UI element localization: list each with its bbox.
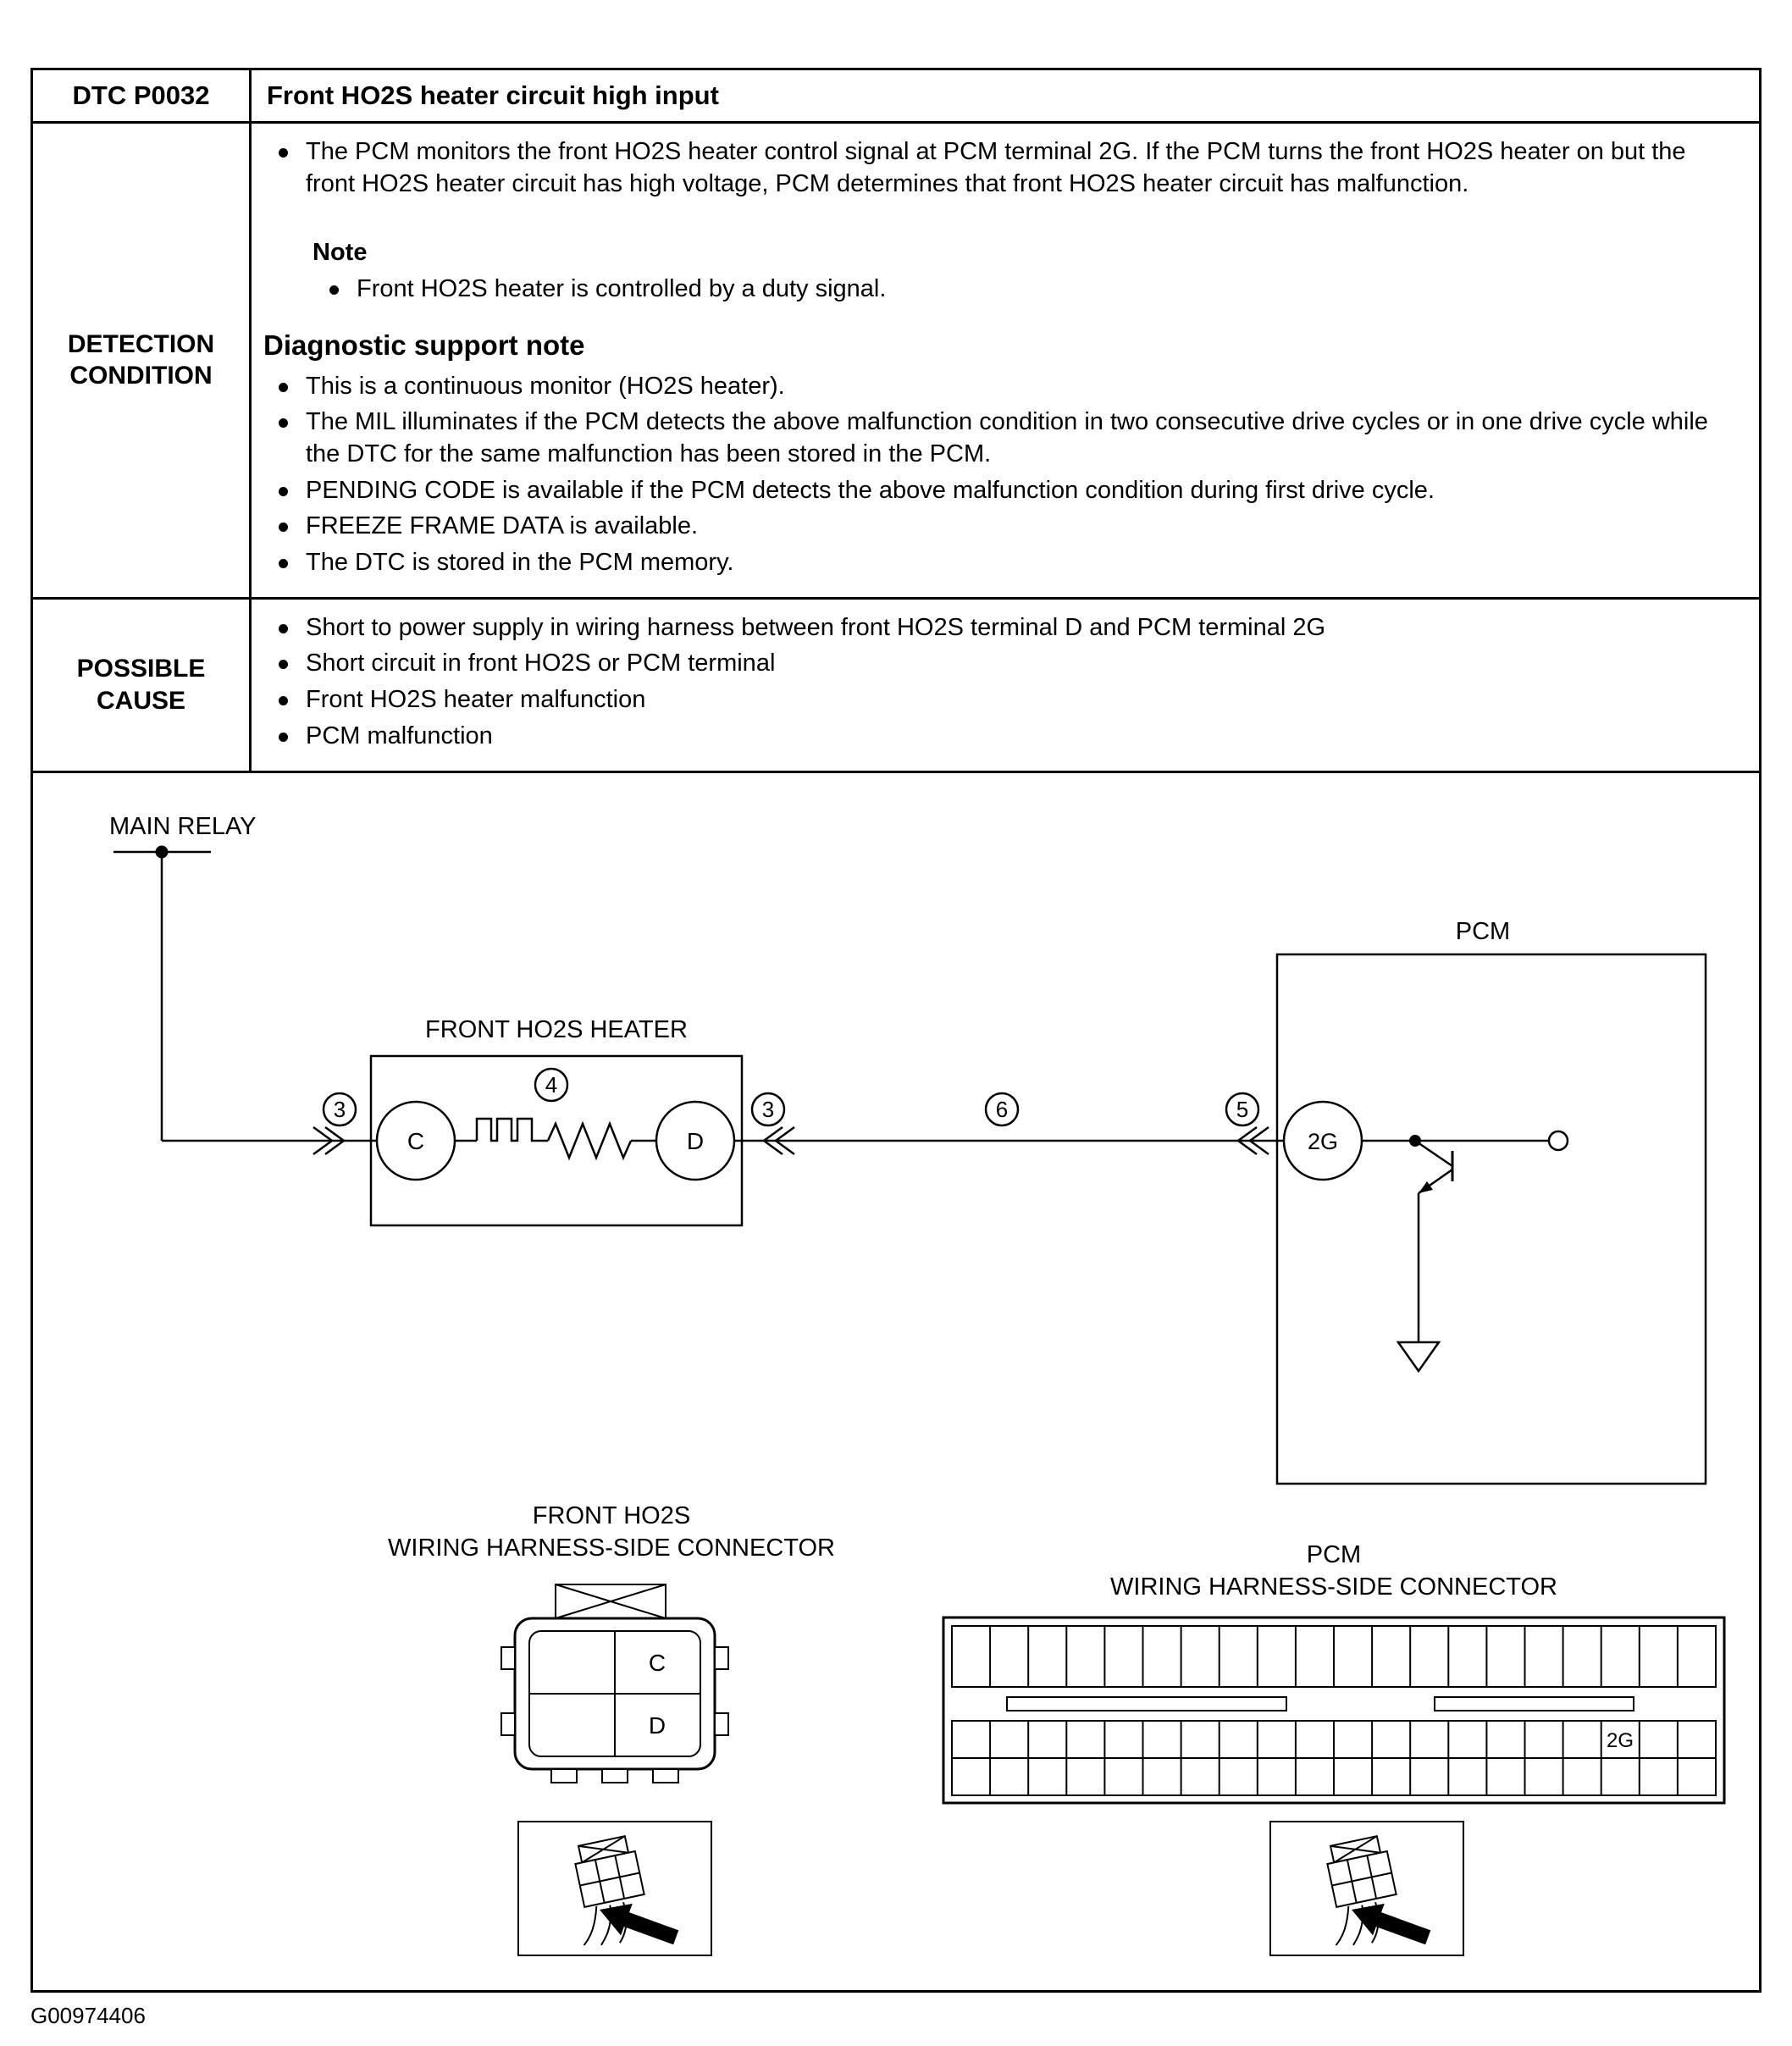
pcm-connector-title-line2: WIRING HARNESS-SIDE CONNECTOR: [1110, 1573, 1557, 1601]
bullet-item: The PCM monitors the front HO2S heater control signal at PCM terminal 2G. If the PCM turns the front HO2S heater on but the front HO2S heater circuit has high voltage, PCM determines that front HO2S heater circuit has malfunction.: [262, 136, 1740, 200]
ground-icon: [1398, 1342, 1439, 1371]
terminal-2g-label: 2G: [1307, 1128, 1339, 1154]
note-block: [312, 237, 1740, 305]
note-bullet-list: [312, 274, 1740, 306]
wiring-diagram-cell: [32, 771, 1761, 1991]
front-ho2s-heater-group: [371, 1016, 742, 1225]
callout-6-number: 6: [995, 1096, 1009, 1122]
possible-cause-row: [32, 598, 1761, 771]
bullet-item: The MIL illuminates if the PCM detects the above malfunction condition in two consecutive drive cycles or in one drive cycle while the DTC for the same malfunction has been stored in the PCM.: [262, 406, 1740, 470]
possible-cause-header: POSSIBLE CAUSE: [32, 598, 251, 771]
pcm-connector-group: [943, 1541, 1724, 1955]
terminal-c-label: C: [407, 1127, 425, 1154]
front-connector-title-line2: WIRING HARNESS-SIDE CONNECTOR: [388, 1534, 835, 1562]
bullet-item: PCM malfunction: [262, 721, 1740, 753]
support-bullet-list: [262, 371, 1740, 579]
bullet-item: PENDING CODE is available if the PCM detects the above malfunction condition during first drive cycle.: [262, 475, 1740, 507]
pcm-label: PCM: [1455, 917, 1511, 945]
dtc-code-cell: DTC P0032: [32, 69, 251, 123]
figure-id: G00974406: [30, 2002, 146, 2028]
main-relay-group: [109, 813, 257, 1141]
note-title: Note: [312, 239, 368, 267]
detection-bullet-list: [262, 136, 1740, 200]
wiring-diagram-row: [32, 771, 1761, 1991]
callout-5: [1226, 1093, 1269, 1154]
pcm-connector-cell-2g: 2G: [1606, 1728, 1634, 1752]
bullet-item: FREEZE FRAME DATA is available.: [262, 511, 1740, 543]
heater-coil-icon: [477, 1119, 538, 1141]
main-relay-label: MAIN RELAY: [109, 812, 257, 840]
callout-3-left-number: 3: [333, 1096, 346, 1122]
possible-cause-bullet-list: [262, 612, 1740, 753]
possible-cause-content: [251, 598, 1761, 771]
callout-3-left: [313, 1093, 356, 1154]
wiring-diagram: [33, 773, 1759, 1990]
dtc-header-row: [32, 69, 1761, 123]
bullet-item: Short to power supply in wiring harness between front HO2S terminal D and PCM terminal 2G: [262, 612, 1740, 644]
detection-condition-row: [32, 123, 1761, 599]
front-connector-title-line1: FRONT HO2S: [532, 1501, 691, 1529]
front-ho2s-heater-label: FRONT HO2S HEATER: [425, 1015, 688, 1043]
bullet-item: The DTC is stored in the PCM memory.: [262, 547, 1740, 579]
resistor-zigzag-icon: [548, 1124, 631, 1158]
pcm-connector-bottom-grid: [952, 1721, 1716, 1795]
front-connector-group: [388, 1502, 835, 1955]
bullet-item: Front HO2S heater malfunction: [262, 684, 1740, 716]
callout-6: [986, 1093, 1018, 1125]
diagnostic-support-note-title: Diagnostic support note: [263, 329, 585, 361]
transistor-icon: [1415, 1141, 1452, 1193]
open-terminal-circle: [1549, 1131, 1568, 1150]
detection-condition-header: DETECTION CONDITION: [32, 123, 251, 599]
bullet-item: Short circuit in front HO2S or PCM terminal: [262, 648, 1740, 680]
callout-5-number: 5: [1236, 1096, 1249, 1122]
dtc-title-cell: Front HO2S heater circuit high input: [251, 69, 1761, 123]
terminal-d-label: D: [686, 1127, 705, 1154]
front-connector-pin-c: C: [648, 1649, 666, 1676]
callout-3-right: [752, 1093, 794, 1154]
callout-3-right-number: 3: [761, 1096, 775, 1122]
pcm-connector-title-line1: PCM: [1306, 1540, 1362, 1568]
dtc-table: [30, 68, 1762, 1993]
front-connector-pin-d: D: [648, 1711, 666, 1739]
bullet-item: This is a continuous monitor (HO2S heater).: [262, 371, 1740, 403]
pcm-box: [1277, 954, 1706, 1484]
callout-4-number: 4: [545, 1071, 558, 1098]
bullet-item: Front HO2S heater is controlled by a duty signal.: [312, 274, 1740, 306]
pcm-group: [1277, 918, 1706, 1484]
detection-condition-content: [251, 123, 1761, 599]
